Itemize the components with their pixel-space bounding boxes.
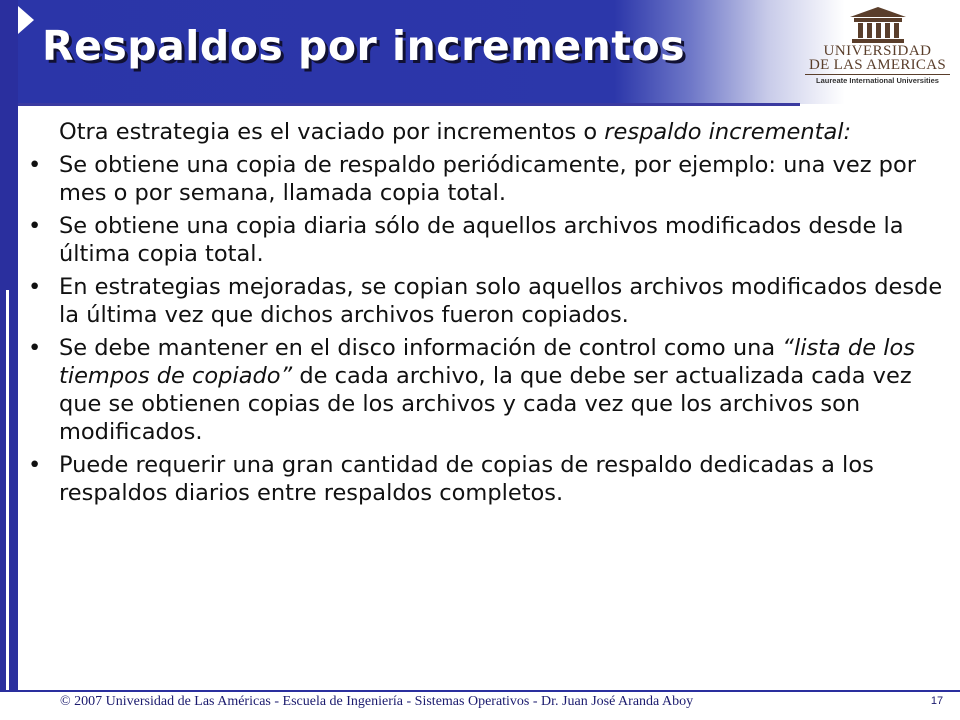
bullet-text: En estrategias mejoradas, se copian solo aquellos archivos modificados desde la última vez que dichos archivos fueron copiados. — [59, 274, 943, 328]
bullet-point: • — [28, 213, 42, 239]
bullet-text: Se obtiene una copia de respaldo periódicamente, por ejemplo: una vez por mes o por semana, llamada copia total. — [59, 152, 916, 206]
bullet-text: Se obtiene una copia diaria sólo de aquellos archivos modificados desde la última copia total. — [59, 213, 904, 267]
slide-body — [24, 118, 944, 512]
header-divider — [0, 103, 800, 106]
left-accent-bar — [0, 0, 18, 690]
bullet-point: • — [28, 152, 42, 178]
building-columns-icon — [848, 6, 908, 44]
university-logo — [800, 6, 955, 98]
bullet-item — [24, 334, 944, 446]
logo-text-line3: Laureate International Universities — [816, 76, 939, 85]
footer-divider — [0, 690, 960, 692]
logo-text-line1: UNIVERSIDAD — [823, 43, 932, 59]
bullet-item — [24, 451, 944, 507]
left-accent-bar-gap — [6, 290, 9, 690]
corner-triangle-icon — [18, 6, 34, 34]
bullet-item — [24, 151, 944, 207]
bullet-point: • — [28, 335, 42, 361]
bullet-text-continued: de cada archivo, la que debe ser actualizada cada vez que se obtienen copias de los archivos y cada vez que los archivos son modificados. — [59, 363, 912, 445]
slide-title: Respaldos por incrementos — [42, 22, 686, 70]
bullet-item — [24, 212, 944, 268]
logo-divider — [805, 74, 950, 75]
intro-paragraph — [24, 118, 944, 146]
bullet-italic-text: “lista de los tiempos de copiado” — [59, 335, 915, 389]
bullet-item — [24, 273, 944, 329]
intro-italic-text: respaldo incremental: — [604, 119, 852, 145]
page-number: 17 — [930, 695, 944, 707]
bullet-text: Se debe mantener en el disco información de control como una — [59, 335, 783, 361]
bullet-text: Puede requerir una gran cantidad de copias de respaldo dedicadas a los respaldos diarios entre respaldos completos. — [59, 452, 874, 506]
bullet-point: • — [28, 452, 42, 478]
logo-text-line2: DE LAS AMERICAS — [808, 57, 947, 73]
footer-credits: © 2007 Universidad de Las Américas - Escuela de Ingeniería - Sistemas Operativos - Dr. Juan José Aranda Aboy — [60, 694, 694, 709]
intro-text: Otra estrategia es el vaciado por incrementos o — [59, 119, 605, 145]
bullet-point: • — [28, 274, 42, 300]
